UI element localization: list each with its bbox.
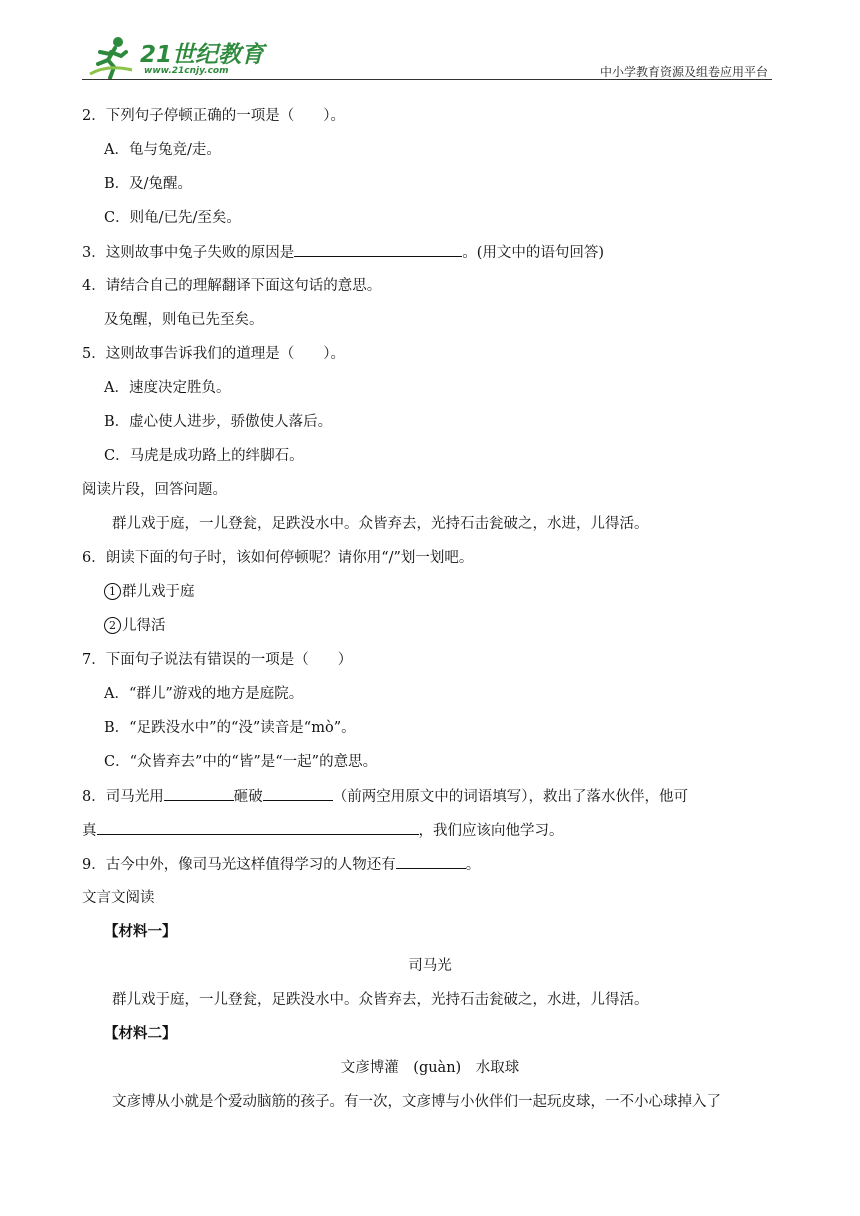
answer-blank[interactable] — [294, 242, 462, 257]
question-8-text-5: ，我们应该向他学习。 — [418, 823, 564, 839]
question-3-text: 3．这则故事中兔子失败的原因是 — [82, 245, 295, 261]
answer-blank[interactable] — [263, 786, 333, 801]
logo-url: www.21cnjy.com — [144, 66, 229, 76]
question-8-line-2 — [82, 820, 564, 841]
question-9-text: 9．古今中外，像司马光这样值得学习的人物还有 — [82, 857, 396, 873]
question-7-option-b: B．“足跌没水中”的“没”读音是“mò”。 — [104, 720, 356, 736]
question-9-end: 。 — [465, 857, 481, 873]
section-title: 文言文阅读 — [82, 890, 155, 906]
platform-name: 中小学教育资源及组卷应用平台 — [599, 65, 768, 79]
question-8-text-3: （前两空用原文中的词语填写），救出了落水伙伴，他可 — [332, 789, 688, 805]
question-2-option-a: A．龟与兔竞/走。 — [104, 142, 221, 158]
logo-text: 21世纪教育 — [140, 42, 265, 68]
question-6-item-1-text: 群儿戏于庭 — [122, 584, 195, 600]
question-4-sentence: 及兔醒，则龟已先至矣。 — [104, 312, 264, 328]
question-2: 2．下列句子停顿正确的一项是（ ）。 — [82, 108, 345, 124]
reading-intro: 阅读片段，回答问题。 — [82, 482, 227, 498]
site-logo[interactable] — [88, 34, 265, 80]
question-7-option-c: C．“众皆弃去”中的“皆”是“一起”的意思。 — [104, 754, 378, 770]
question-5: 5．这则故事告诉我们的道理是（ ）。 — [82, 346, 345, 362]
circled-number: 2 — [104, 617, 121, 634]
material-2-passage: 文彦博从小就是个爱动脑筋的孩子。有一次，文彦博与小伙伴们一起玩皮球，一不小心球掉入了 — [112, 1094, 721, 1110]
material-2-label: 【材料二】 — [104, 1025, 177, 1042]
reading-passage: 群儿戏于庭，一儿登瓮，足跌没水中。众皆弃去，光持石击瓮破之，水进，儿得活。 — [112, 516, 649, 532]
material-1-label: 【材料一】 — [104, 923, 177, 940]
question-6-item-2-text: 儿得活 — [122, 618, 166, 634]
question-5-option-b: B．虚心使人进步，骄傲使人落后。 — [104, 414, 333, 430]
answer-blank[interactable] — [97, 820, 419, 835]
question-3 — [82, 242, 604, 263]
question-8 — [82, 786, 688, 807]
question-8-text-1: 8．司马光用 — [82, 789, 164, 805]
runner-icon — [88, 34, 134, 80]
question-7-option-a: A．“群儿”游戏的地方是庭院。 — [104, 686, 304, 702]
question-3-hint: 。(用文中的语句回答) — [462, 245, 605, 261]
material-1-title: 司马光 — [408, 958, 452, 974]
page-header — [0, 0, 860, 90]
header-divider — [82, 79, 772, 80]
question-8-text-4: 真 — [82, 823, 97, 839]
question-6: 6．朗读下面的句子时，该如何停顿呢？请你用“/”划一划吧。 — [82, 550, 474, 566]
question-8-text-2: 砸破 — [233, 789, 263, 805]
question-9 — [82, 854, 480, 875]
material-2-title: 文彦博灌 (guàn) 水取球 — [340, 1060, 520, 1076]
material-1-passage: 群儿戏于庭，一儿登瓮，足跌没水中。众皆弃去，光持石击瓮破之，水进，儿得活。 — [112, 992, 649, 1008]
question-2-option-b: B．及/兔醒。 — [104, 176, 193, 192]
question-6-item-1 — [104, 582, 195, 602]
question-5-option-c: C．马虎是成功路上的绊脚石。 — [104, 448, 304, 464]
circled-number: 1 — [104, 583, 121, 600]
question-6-item-2 — [104, 616, 166, 636]
question-4: 4．请结合自己的理解翻译下面这句话的意思。 — [82, 278, 382, 294]
question-7: 7．下面句子说法有错误的一项是（ ） — [82, 652, 353, 668]
question-2-option-c: C．则龟/已先/至矣。 — [104, 210, 241, 226]
question-5-option-a: A．速度决定胜负。 — [104, 380, 231, 396]
answer-blank[interactable] — [396, 854, 466, 869]
answer-blank[interactable] — [164, 786, 234, 801]
